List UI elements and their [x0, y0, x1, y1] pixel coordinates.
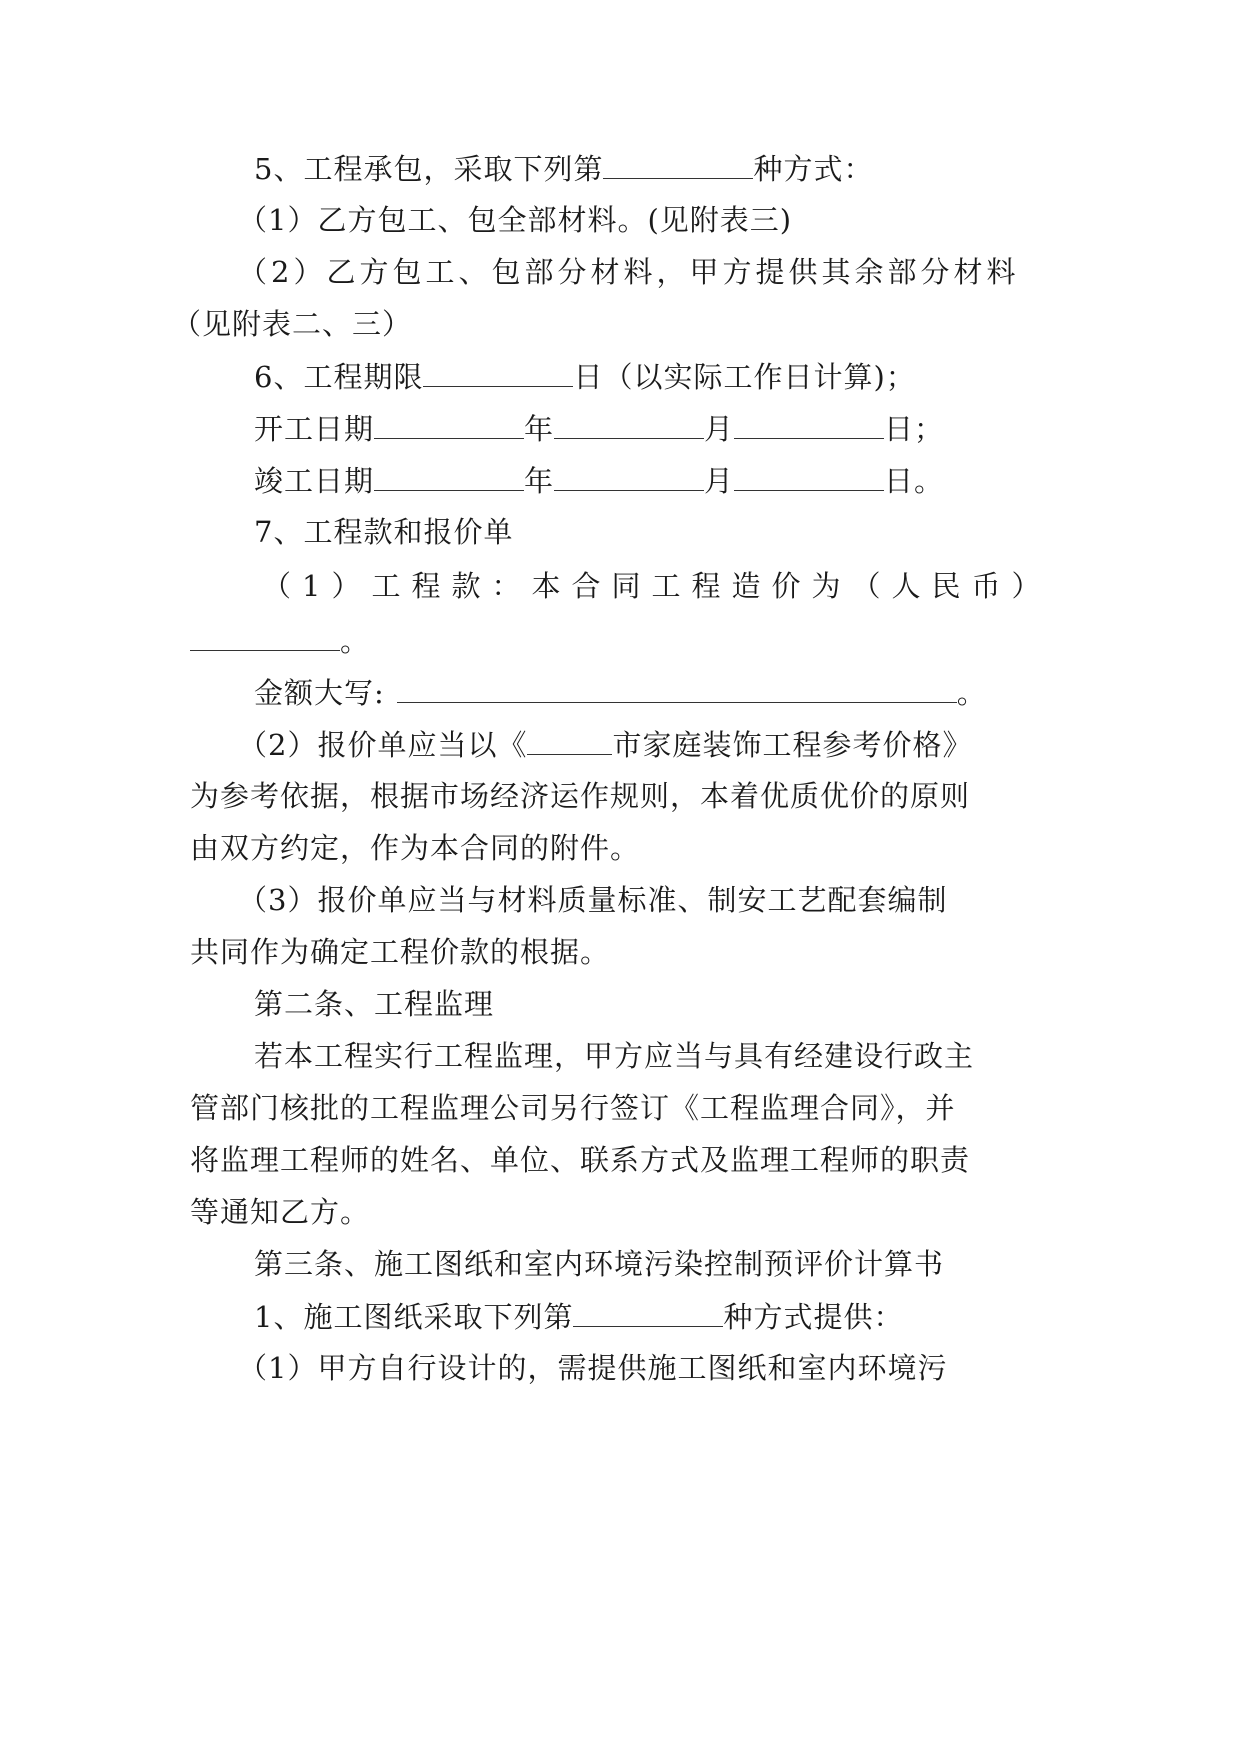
article-3-heading	[190, 1244, 1134, 1284]
drawings-option-1-line	[190, 1348, 1118, 1388]
supervision-line-3	[190, 1140, 1070, 1180]
clause-5-suffix: 种方式：	[753, 152, 874, 186]
price-amount-line	[190, 620, 1070, 660]
clause-6-text: 6、工程期限	[254, 360, 424, 394]
supervision-line-1	[190, 1036, 1134, 1076]
drawings-text: 1、施工图纸采取下列第	[254, 1300, 574, 1334]
end-day-blank[interactable]	[734, 460, 884, 491]
drawings-type-blank[interactable]	[573, 1296, 723, 1327]
article-2-heading	[190, 984, 1134, 1024]
supervision-text-1: 若本工程实行工程监理，甲方应当与具有经建设行政主	[254, 1039, 975, 1073]
supervision-line-2	[190, 1088, 1070, 1128]
clause-7-text: 7、工程款和报价单	[254, 515, 514, 549]
article-2-title: 第二条、工程监理	[254, 987, 495, 1021]
end-date-line	[190, 460, 1134, 500]
price-amount-blank[interactable]	[190, 620, 340, 651]
start-month-blank[interactable]	[554, 408, 704, 439]
drawings-option-1-text: （1）甲方自行设计的，需提供施工图纸和室内环境污	[238, 1351, 948, 1385]
amount-words-line	[190, 672, 1134, 712]
start-year-unit: 年	[524, 412, 555, 446]
drawings-line	[190, 1296, 1134, 1336]
option-1-line	[190, 200, 1118, 240]
price-amount-suffix: 。	[340, 624, 371, 658]
quote-2-cont-line	[190, 776, 1070, 816]
end-year-blank[interactable]	[374, 460, 524, 491]
clause-6-line	[190, 356, 1134, 396]
duration-blank[interactable]	[423, 356, 573, 387]
start-day-blank[interactable]	[734, 408, 884, 439]
amount-words-blank[interactable]	[397, 672, 957, 703]
quote-2-suffix: 市家庭装饰工程参考价格》	[612, 728, 973, 762]
supervision-text-4: 等通知乙方。	[190, 1195, 371, 1229]
quote-2-cont-text: 为参考依据，根据市场经济运作规则，本着优质优价的原则	[190, 779, 971, 813]
end-date-label: 竣工日期	[254, 464, 375, 498]
start-day-unit: 日；	[884, 412, 945, 446]
option-2-cont-line	[172, 304, 1052, 344]
price-text: （1）工程款：本合同工程造价为（人民币）	[262, 569, 1052, 603]
option-2-cont-text: （见附表二、三）	[172, 307, 413, 341]
drawings-suffix: 种方式提供：	[723, 1300, 904, 1334]
quote-2-end-text: 由双方约定，作为本合同的附件。	[190, 831, 641, 865]
quote-2-end-line	[190, 828, 1070, 868]
city-blank[interactable]	[527, 724, 612, 755]
price-line	[190, 566, 1142, 606]
amount-words-label: 金额大写:	[254, 676, 385, 710]
end-year-unit: 年	[524, 464, 555, 498]
supervision-line-4	[190, 1192, 1070, 1232]
option-2-line	[190, 252, 1118, 292]
start-month-unit: 月	[704, 412, 735, 446]
quote-2-line	[190, 724, 1118, 764]
quote-2-text: （2）报价单应当以《	[238, 728, 528, 762]
supervision-text-3: 将监理工程师的姓名、单位、联系方式及监理工程师的职责	[190, 1143, 971, 1177]
option-2-text: （2）乙方包工、包部分材料，甲方提供其余部分材料	[238, 255, 1020, 289]
contract-type-blank[interactable]	[603, 148, 753, 179]
quote-3-cont-line	[190, 932, 1070, 972]
amount-words-suffix: 。	[956, 676, 987, 710]
start-date-line	[190, 408, 1134, 448]
quote-3-line	[190, 880, 1118, 920]
supervision-text-2: 管部门核批的工程监理公司另行签订《工程监理合同》，并	[190, 1091, 956, 1125]
end-month-unit: 月	[704, 464, 735, 498]
clause-5-line	[190, 148, 1134, 188]
article-3-title: 第三条、施工图纸和室内环境污染控制预评价计算书	[254, 1247, 945, 1281]
clause-7-line	[190, 512, 1134, 552]
end-day-unit: 日。	[884, 464, 945, 498]
option-1-text: （1）乙方包工、包全部材料。(见附表三)	[238, 203, 793, 237]
clause-5-text: 5、工程承包，采取下列第	[254, 152, 604, 186]
end-month-blank[interactable]	[554, 460, 704, 491]
start-date-label: 开工日期	[254, 412, 375, 446]
quote-3-cont-text: 共同作为确定工程价款的根据。	[190, 935, 611, 969]
quote-3-text: （3）报价单应当与材料质量标准、制安工艺配套编制	[238, 883, 948, 917]
start-year-blank[interactable]	[374, 408, 524, 439]
clause-6-suffix: 日（以实际工作日计算)；	[573, 360, 916, 394]
